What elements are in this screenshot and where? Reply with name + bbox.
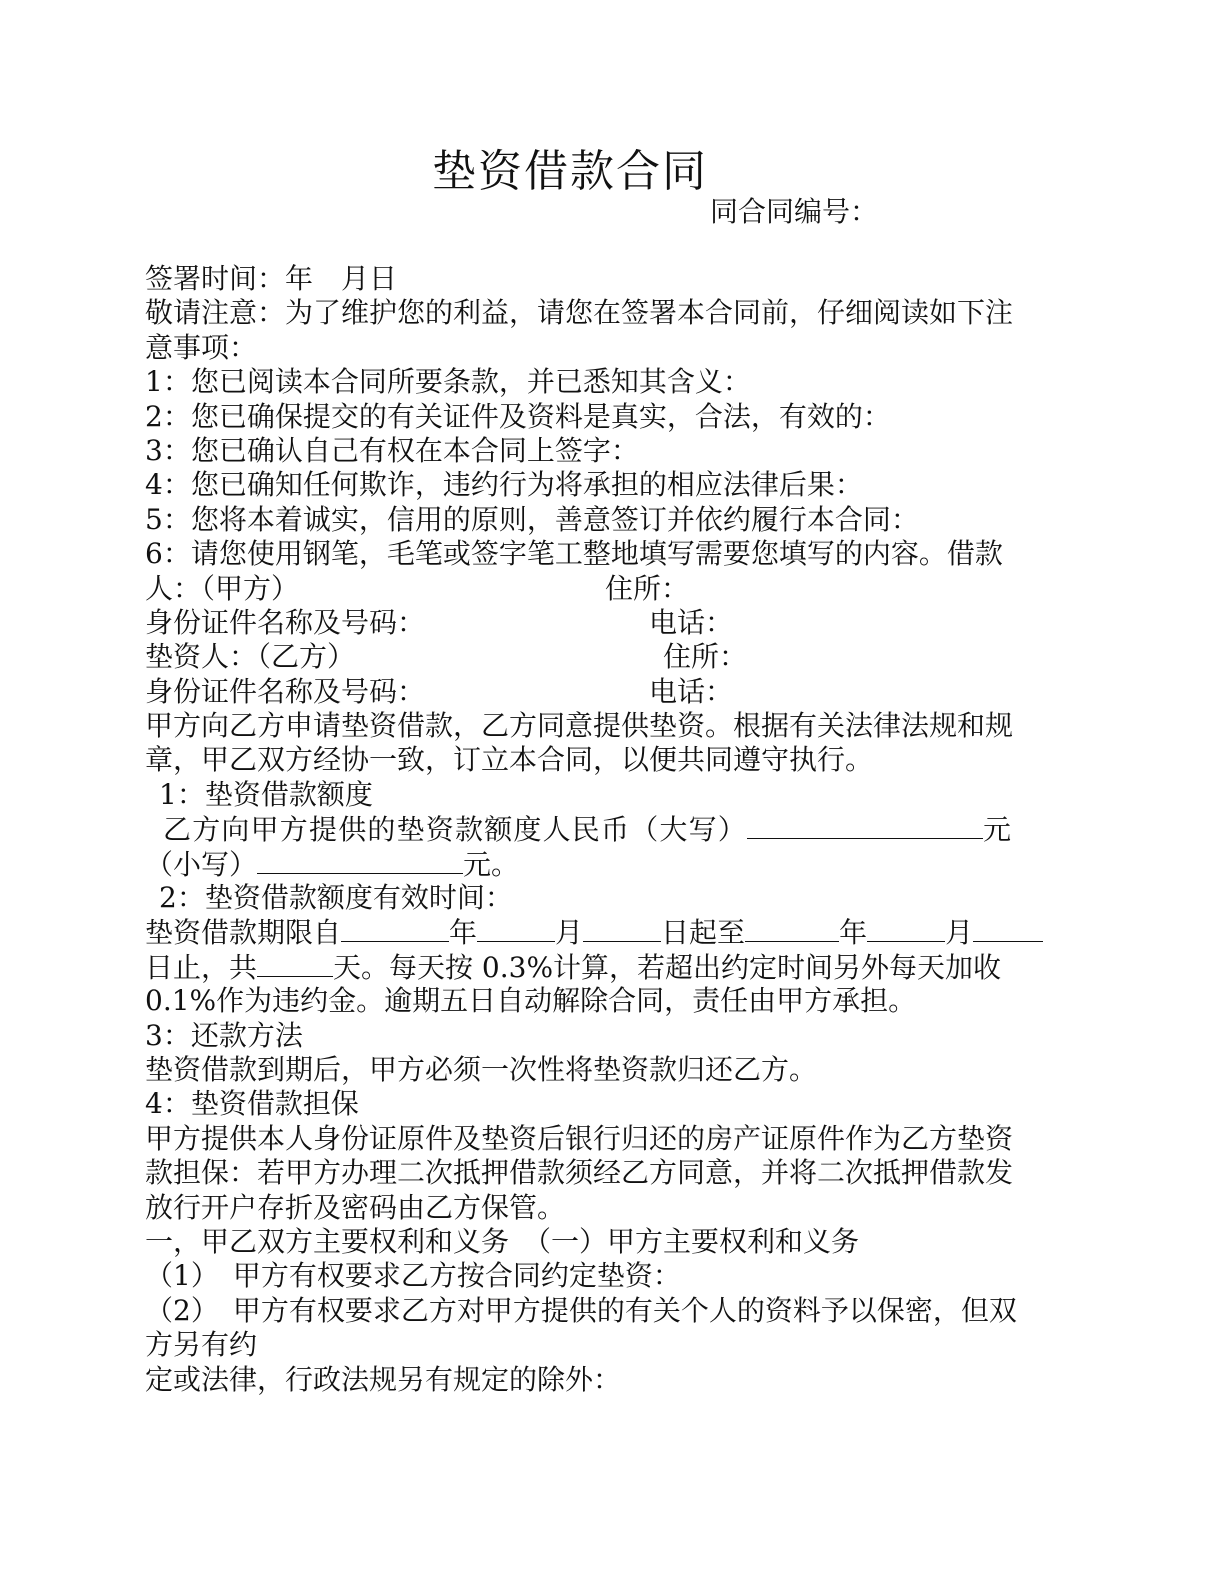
preamble-line: 甲方向乙方申请垫资借款，乙方同意提供垫资。根据有关法律法规和规 [145,709,1014,743]
days-blank [257,950,333,977]
end-year-blank [745,915,839,942]
lender-id-label: 身份证件名称及号码： [145,674,426,708]
notice-item: 4：您已确知任何欺诈，违约行为将承担的相应法律后果： [145,468,863,502]
borrower-id-label: 身份证件名称及号码： [145,605,426,639]
notice-item: 6：请您使用钢笔，毛笔或签字笔工整地填写需要您填写的内容。借款 [145,537,1003,571]
sign-time-line: 签署时间：年 月日 [145,262,398,295]
rights-item: （1） 甲方有权要求乙方按合同约定垫资： [145,1259,681,1293]
borrower-label: 人：（甲方） [145,571,300,605]
document-body [145,262,1075,1397]
rights-item: （2） 甲方有权要求乙方对甲方提供的有关个人的资料予以保密，但双 [145,1293,1017,1327]
section-heading: 3：还款方法 [145,1018,303,1052]
guarantee-line: 款担保：若甲方办理二次抵押借款须经乙方同意，并将二次抵押借款发 [145,1156,1014,1190]
amount-lowercase-line: （小写） 元。 [145,847,520,881]
borrower-phone-label: 电话： [649,605,734,639]
notice-item: 2：您已确保提交的有关证件及资料是真实，合法，有效的： [145,399,891,433]
rights-heading: 一，甲乙双方主要权利和义务 （一）甲方主要权利和义务 [145,1224,860,1258]
borrower-id-line [145,606,1075,640]
start-day-blank [583,915,661,942]
lender-id-line [145,675,1075,709]
lender-line [145,640,1075,674]
document-title: 垫资借款合同 [432,146,708,197]
guarantee-line: 甲方提供本人身份证原件及垫资后银行归还的房产证原件作为乙方垫资 [145,1121,1014,1155]
notice-line: 敬请注意：为了维护您的利益，请您在签署本合同前，仔细阅读如下注 [145,296,1014,330]
notice-item: 1：您已阅读本合同所要条款，并已悉知其含义： [145,365,751,399]
lender-address-label: 住所： [663,640,748,674]
rights-item: 定或法律，行政法规另有规定的除外： [145,1362,622,1396]
penalty-line: 0.1%作为违约金。逾期五日自动解除合同，责任由甲方承担。 [145,984,917,1018]
notice-line: 意事项： [145,330,258,364]
notice-item: 5：您将本着诚实，信用的原则，善意签订并依约履行本合同： [145,502,919,536]
preamble-line: 章，甲乙双方经协一致，订立本合同，以便共同遵守执行。 [145,743,874,777]
end-month-blank [867,915,945,942]
section-heading: 2：垫资借款额度有效时间： [159,881,513,915]
borrower-address-label: 住所： [605,571,690,605]
contract-number-label: 同合同编号： [710,195,879,228]
borrower-line [145,572,1075,606]
section-heading: 4：垫资借款担保 [145,1087,359,1121]
amount-uppercase-blank [747,812,983,839]
guarantee-line: 放行开户存折及密码由乙方保管。 [145,1190,566,1224]
end-day-blank [973,915,1043,942]
start-year-blank [341,915,449,942]
notice-item: 3：您已确认自己有权在本合同上签字： [145,433,639,467]
lender-phone-label: 电话： [649,674,734,708]
amount-lowercase-blank [257,847,463,874]
repayment-line: 垫资借款到期后，甲方必须一次性将垫资款归还乙方。 [145,1052,818,1086]
term-days-line: 日止，共 天。每天按 0.3%计算，若超出约定时间另外每天加收 [145,950,1002,984]
amount-uppercase-line: 乙方向甲方提供的垫资款额度人民币（大写） 元 [163,813,1012,847]
rights-item: 方另有约 [145,1328,258,1362]
start-month-blank [477,915,555,942]
section-heading: 1：垫资借款额度 [159,777,373,811]
lender-label: 垫资人：（乙方） [145,640,356,674]
term-dates-line: 垫资借款期限自 年 月 日起至 年 月 [145,915,1075,949]
